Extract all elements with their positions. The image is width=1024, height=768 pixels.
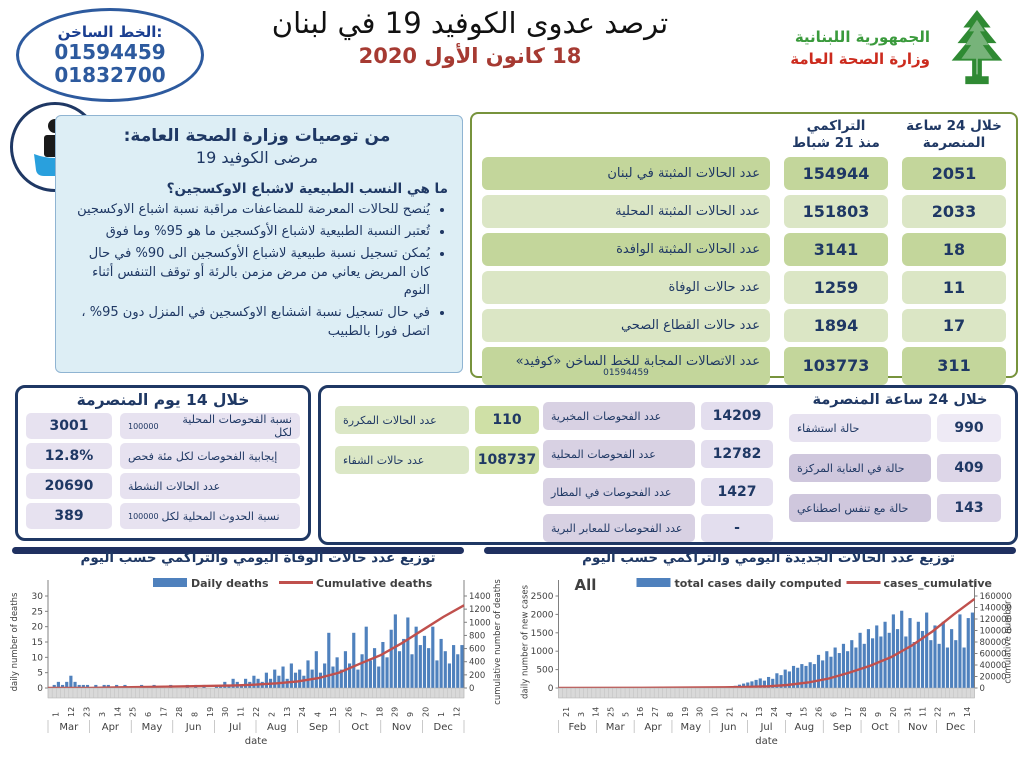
svg-text:cumulative number of deaths: cumulative number of deaths [493, 579, 503, 705]
stat-row: عدد الفحوصات في المطار 1427 [543, 478, 773, 506]
svg-text:All: All [574, 576, 597, 594]
svg-text:Oct: Oct [351, 722, 369, 733]
svg-text:14: 14 [963, 706, 973, 717]
report-header [240, 6, 700, 68]
svg-text:2: 2 [267, 711, 277, 717]
svg-text:3: 3 [948, 711, 958, 717]
svg-text:9: 9 [406, 711, 416, 717]
svg-text:40000: 40000 [979, 661, 1007, 671]
svg-text:17: 17 [844, 706, 854, 717]
svg-text:13: 13 [282, 706, 292, 717]
svg-text:60000: 60000 [979, 649, 1007, 660]
recommendation-item: • في حال تسجيل نسبة اششابع الاوكسجين في المنزل دون 95% ، اتصل فورا بالطبيب [66, 304, 430, 342]
svg-text:Jul: Jul [760, 722, 773, 733]
svg-text:Apr: Apr [101, 722, 120, 733]
svg-text:18: 18 [375, 706, 385, 717]
svg-text:20: 20 [31, 622, 43, 633]
svg-text:date: date [244, 736, 268, 747]
svg-text:Feb: Feb [568, 722, 587, 733]
svg-text:80000: 80000 [979, 638, 1007, 648]
svg-text:1000: 1000 [469, 618, 491, 629]
ministry-name-line1: الجمهورية اللبنانية [794, 27, 930, 46]
svg-text:May: May [141, 722, 163, 733]
recommendation-item: • يُنصح للحالات المعرضة للمضاعفات مراقبة نسبة اشباع الاوكسجين [66, 201, 430, 220]
svg-text:Mar: Mar [605, 722, 625, 733]
svg-text:cases_cumulative: cases_cumulative [883, 577, 992, 590]
svg-text:10: 10 [31, 653, 43, 664]
svg-text:9: 9 [873, 711, 883, 717]
svg-text:6: 6 [829, 711, 839, 717]
svg-text:Sep: Sep [832, 722, 852, 733]
svg-text:Mar: Mar [59, 722, 79, 733]
svg-text:20: 20 [888, 706, 898, 717]
svg-text:total cases daily computed: total cases daily computed [674, 577, 842, 590]
svg-text:4: 4 [784, 711, 794, 717]
svg-text:400: 400 [469, 657, 486, 668]
table-row: عدد حالات الوفاة 1259 11 [482, 271, 1006, 304]
ministry-name [790, 26, 930, 71]
svg-text:30: 30 [31, 592, 43, 602]
svg-text:500: 500 [536, 665, 554, 676]
svg-text:1200: 1200 [469, 605, 491, 616]
stat-row: عدد الفحوصات المخبرية 14209 [543, 402, 773, 430]
svg-text:800: 800 [469, 631, 486, 642]
page-title: ترصد عدوى الكوفيد 19 في لبنان [271, 6, 669, 40]
svg-text:4: 4 [313, 711, 323, 717]
daily-tests-box [318, 385, 1018, 545]
svg-text:Dec: Dec [433, 722, 453, 733]
svg-text:26: 26 [344, 706, 354, 717]
stat-row: حالة مع تنفس اصطناعي 143 [789, 494, 1011, 522]
svg-text:3: 3 [97, 711, 107, 717]
svg-text:19: 19 [205, 706, 215, 717]
svg-text:5: 5 [621, 711, 631, 717]
svg-text:21: 21 [561, 706, 571, 717]
stats-table-header [482, 118, 1006, 152]
svg-text:Jun: Jun [720, 722, 737, 733]
svg-text:100000: 100000 [979, 626, 1012, 637]
stat-row: 3001 نسبة الفحوصات المحلية لكل 100000 [26, 413, 300, 439]
period14-title: خلال 14 يوم المنصرمة [76, 391, 250, 409]
svg-text:Jun: Jun [185, 722, 202, 733]
svg-text:31: 31 [903, 706, 913, 717]
stat-row: 389 نسبة الحدوث المحلية لكل 100000 [26, 503, 300, 529]
svg-text:20000: 20000 [979, 672, 1007, 683]
svg-text:daily number of new cases: daily number of new cases [520, 584, 531, 700]
svg-text:15: 15 [31, 638, 43, 648]
svg-text:11: 11 [236, 706, 246, 717]
svg-text:1000: 1000 [530, 647, 554, 658]
svg-text:Jul: Jul [229, 722, 242, 733]
cases-chart [516, 550, 1021, 762]
svg-text:2500: 2500 [530, 592, 554, 602]
table-row: عدد الحالات المثبتة الوافدة 3141 18 [482, 233, 1006, 266]
svg-text:11: 11 [918, 706, 928, 717]
svg-text:600: 600 [469, 644, 486, 655]
svg-text:8: 8 [190, 711, 200, 717]
svg-text:28: 28 [859, 706, 869, 717]
svg-text:30: 30 [221, 706, 231, 717]
svg-text:5: 5 [37, 668, 43, 679]
recommendations-title: من توصيات وزارة الصحة العامة: [123, 126, 391, 146]
svg-text:2: 2 [740, 711, 750, 717]
svg-text:12: 12 [452, 706, 462, 717]
hotline-number-1: 01594459 [54, 40, 166, 64]
svg-text:Daily deaths: Daily deaths [191, 577, 269, 590]
stat-row: عدد الحالات المكررة 110 [335, 406, 539, 434]
table-row: عدد الاتصالات المجابة للخط الساخن «كوفيد» 01594459 103773 311 [482, 347, 1006, 385]
ministry-logo [790, 6, 1016, 90]
hotline-badge [16, 8, 204, 102]
stat-row: عدد الفحوصات للمعابر البرية - [543, 514, 773, 542]
svg-text:Aug: Aug [794, 722, 815, 733]
svg-text:20: 20 [421, 706, 431, 717]
svg-text:140000: 140000 [979, 603, 1012, 614]
svg-text:cumulative number: cumulative number [1003, 600, 1014, 684]
svg-text:15: 15 [329, 706, 339, 717]
svg-text:2000: 2000 [530, 610, 554, 621]
svg-text:Cumulative deaths: Cumulative deaths [316, 577, 433, 590]
deaths-chart [8, 550, 508, 762]
svg-text:23: 23 [82, 706, 92, 717]
svg-text:30: 30 [695, 706, 705, 717]
svg-text:25: 25 [31, 607, 43, 618]
hotline-number-2: 01832700 [54, 63, 166, 87]
svg-text:8: 8 [665, 711, 675, 717]
table-row: عدد الحالات المثبتة في لبنان 154944 2051 [482, 157, 1006, 190]
svg-text:120000: 120000 [979, 615, 1012, 625]
hotline-title: الخط الساخن: [57, 23, 163, 41]
svg-text:28: 28 [174, 706, 184, 717]
deaths-chart-title: توزيع عدد حالات الوفاة اليومي والتراكمي حسب اليوم [80, 550, 436, 566]
svg-text:14: 14 [113, 706, 123, 717]
recommendation-item: • يُمكن تسجيل نسبة طبيعية لاشباع الأوكسجين الى 90% في حال كان المريض يعاني من مرض مزمن بالرئة أو توقف التنفس أثناء النوم [66, 245, 430, 302]
svg-text:1: 1 [51, 711, 61, 717]
recommendation-item: • تُعتبر النسبة الطبيعية لاشباع الأوكسجين ما هو 95% وما فوق [66, 223, 430, 242]
recommendations-subtitle: مرضى الكوفيد 19 [195, 148, 319, 167]
svg-text:Sep: Sep [308, 722, 328, 733]
svg-text:date: date [755, 736, 778, 747]
svg-text:0: 0 [469, 684, 475, 694]
svg-text:Aug: Aug [267, 722, 287, 733]
hospital-24h-title: خلال 24 ساعة المنصرمة [812, 392, 988, 408]
svg-text:15: 15 [799, 706, 809, 717]
hospital-24h-box [789, 392, 1011, 522]
svg-text:29: 29 [390, 706, 400, 717]
recommendations-list [66, 201, 430, 342]
stat-row: عدد حالات الشفاء 108737 [335, 446, 539, 474]
svg-text:21: 21 [725, 706, 735, 717]
column-header-cumulative: التراكمي منذ 21 شباط [792, 118, 880, 151]
recommendations-question: ما هي النسب الطبيعية لاشباع الاوكسجين؟ [166, 181, 448, 197]
svg-text:7: 7 [359, 711, 369, 717]
svg-text:25: 25 [606, 706, 616, 717]
svg-text:17: 17 [159, 706, 169, 717]
stat-row: 12.8% إيجابية الفحوصات لكل مئة فحص [26, 443, 300, 469]
svg-text:Nov: Nov [391, 722, 412, 733]
ministry-name-line2: وزارة الصحة العامة [790, 50, 930, 68]
cases-chart-title: توزيع عدد الحالات الجديدة اليومي والتراكمي حسب اليوم [582, 550, 955, 566]
svg-text:13: 13 [755, 706, 765, 717]
cases-chart-plot [516, 570, 1021, 762]
svg-text:1400: 1400 [469, 592, 491, 602]
table-row: عدد الحالات المثبتة المحلية 151803 2033 [482, 195, 1006, 228]
table-row: عدد حالات القطاع الصحي 1894 17 [482, 309, 1006, 342]
svg-text:12: 12 [67, 706, 77, 717]
svg-text:160000: 160000 [979, 592, 1012, 602]
period14-box [15, 385, 311, 541]
svg-text:6: 6 [144, 711, 154, 717]
svg-text:1: 1 [436, 711, 446, 717]
svg-text:0: 0 [37, 684, 43, 694]
svg-text:10: 10 [710, 706, 720, 717]
svg-text:16: 16 [636, 706, 646, 717]
recommendations-panel [55, 115, 463, 373]
svg-text:24: 24 [298, 706, 308, 717]
svg-text:daily number of deaths: daily number of deaths [10, 592, 20, 692]
svg-text:25: 25 [128, 706, 138, 717]
svg-text:Dec: Dec [945, 722, 966, 733]
svg-text:14: 14 [591, 706, 601, 717]
cedar-tree-icon [938, 6, 1016, 90]
svg-text:0: 0 [979, 684, 985, 694]
svg-text:0: 0 [547, 684, 554, 694]
svg-text:22: 22 [933, 706, 943, 717]
svg-text:1500: 1500 [530, 628, 554, 639]
svg-text:Nov: Nov [908, 722, 928, 733]
svg-text:24: 24 [769, 706, 779, 717]
svg-text:27: 27 [651, 706, 661, 717]
stats-table [470, 112, 1018, 378]
svg-text:19: 19 [680, 706, 690, 717]
column-header-24h: خلال 24 ساعة المنصرمة [906, 118, 1002, 151]
svg-text:22: 22 [252, 706, 261, 717]
report-date: 18 كانون الأول 2020 [358, 44, 582, 68]
svg-text:Apr: Apr [644, 722, 662, 733]
svg-text:3: 3 [576, 711, 586, 717]
stat-row: عدد الفحوصات المحلية 12782 [543, 440, 773, 468]
deaths-chart-plot [8, 570, 508, 762]
svg-text:May: May [680, 722, 702, 733]
stat-row: 20690 عدد الحالات النشطة [26, 473, 300, 499]
svg-text:26: 26 [814, 706, 824, 717]
svg-text:200: 200 [469, 670, 486, 681]
svg-text:Oct: Oct [871, 722, 889, 733]
stat-row: حالة استشفاء 990 [789, 414, 1011, 442]
stat-row: حالة في العناية المركزة 409 [789, 454, 1011, 482]
